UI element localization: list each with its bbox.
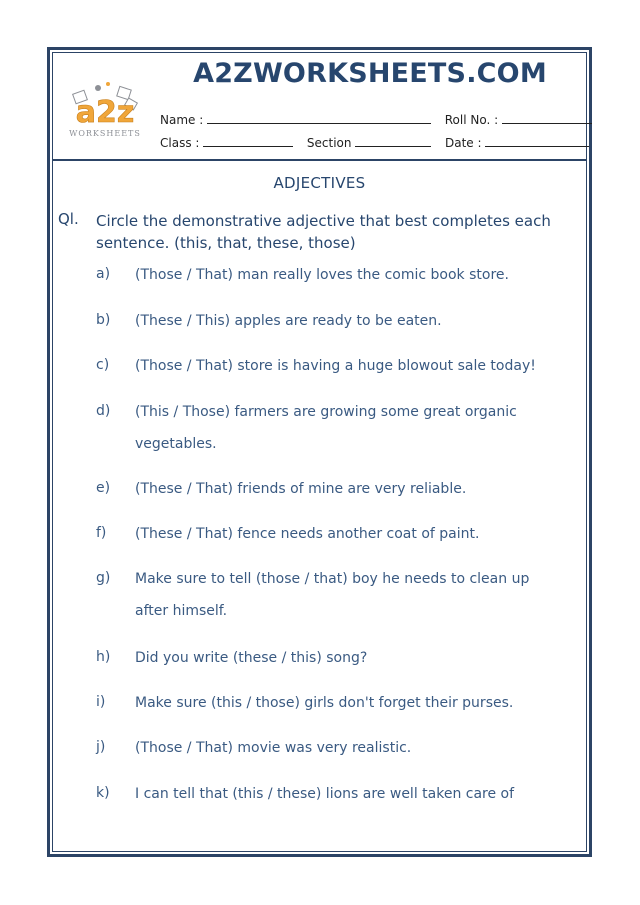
date-field[interactable] [485,135,589,147]
item-line: (This / Those) farmers are growing some great organic [135,404,517,420]
item-text [135,570,565,620]
item-line: I can tell that (this / these) lions are well taken care of [135,786,515,802]
question-number: Ql. [58,210,79,228]
item-line: Make sure (this / those) girls don't forget their purses. [135,695,514,711]
item-line: (Those / That) store is having a huge blowout sale today! [135,358,536,374]
item-line: (Those / That) man really loves the comic book store. [135,267,509,283]
name-label: Name : [160,113,204,127]
section-label: Section [306,136,352,150]
a2z-logo-icon [60,78,150,142]
item-line: (These / That) fence needs another coat of paint. [135,526,480,542]
item-letter: a) [96,266,111,282]
item-line: Did you write (these / this) song? [135,650,368,666]
item-letter: f) [96,525,107,541]
section-field[interactable] [355,135,431,147]
svg-text:WORKSHEETS: WORKSHEETS [69,129,141,138]
class-field[interactable] [203,135,293,147]
item-letter: g) [96,570,111,586]
item-letter: b) [96,312,111,328]
item-text [135,357,565,375]
item-letter: h) [96,649,111,665]
header-divider [52,159,587,161]
item-line-continued: after himself. [135,603,228,619]
item-text [135,312,565,330]
item-text [135,525,565,543]
svg-text:a2z: a2z [75,95,135,130]
item-text [135,694,565,712]
class-section-date-row [160,135,589,150]
item-letter: i) [96,694,106,710]
item-line: (These / This) apples are ready to be eaten. [135,313,442,329]
item-line: Make sure to tell (those / that) boy he needs to clean up [135,571,530,587]
item-text [135,266,565,284]
question-text: Circle the demonstrative adjective that best completes each sentence. (this, that, these, those) [96,212,551,252]
item-letter: d) [96,403,111,419]
item-letter: e) [96,480,111,496]
roll-label: Roll No. : [444,113,499,127]
date-label: Date : [445,136,482,150]
item-letter: j) [96,739,106,755]
item-line: (Those / That) movie was very realistic. [135,740,412,756]
roll-field[interactable] [502,112,592,124]
item-text [135,480,565,498]
class-label: Class : [160,136,200,150]
item-text [135,785,565,803]
item-text [135,649,565,667]
item-letter: c) [96,357,110,373]
item-line-continued: vegetables. [135,436,217,452]
worksheet-title: ADJECTIVES [273,174,366,192]
item-line: (These / That) friends of mine are very reliable. [135,481,467,497]
name-field[interactable] [207,112,431,124]
item-text [135,739,565,757]
item-letter: k) [96,785,110,801]
item-text [135,403,565,453]
name-roll-row [160,112,592,127]
site-title: A2ZWORKSHEETS.COM [193,58,547,89]
